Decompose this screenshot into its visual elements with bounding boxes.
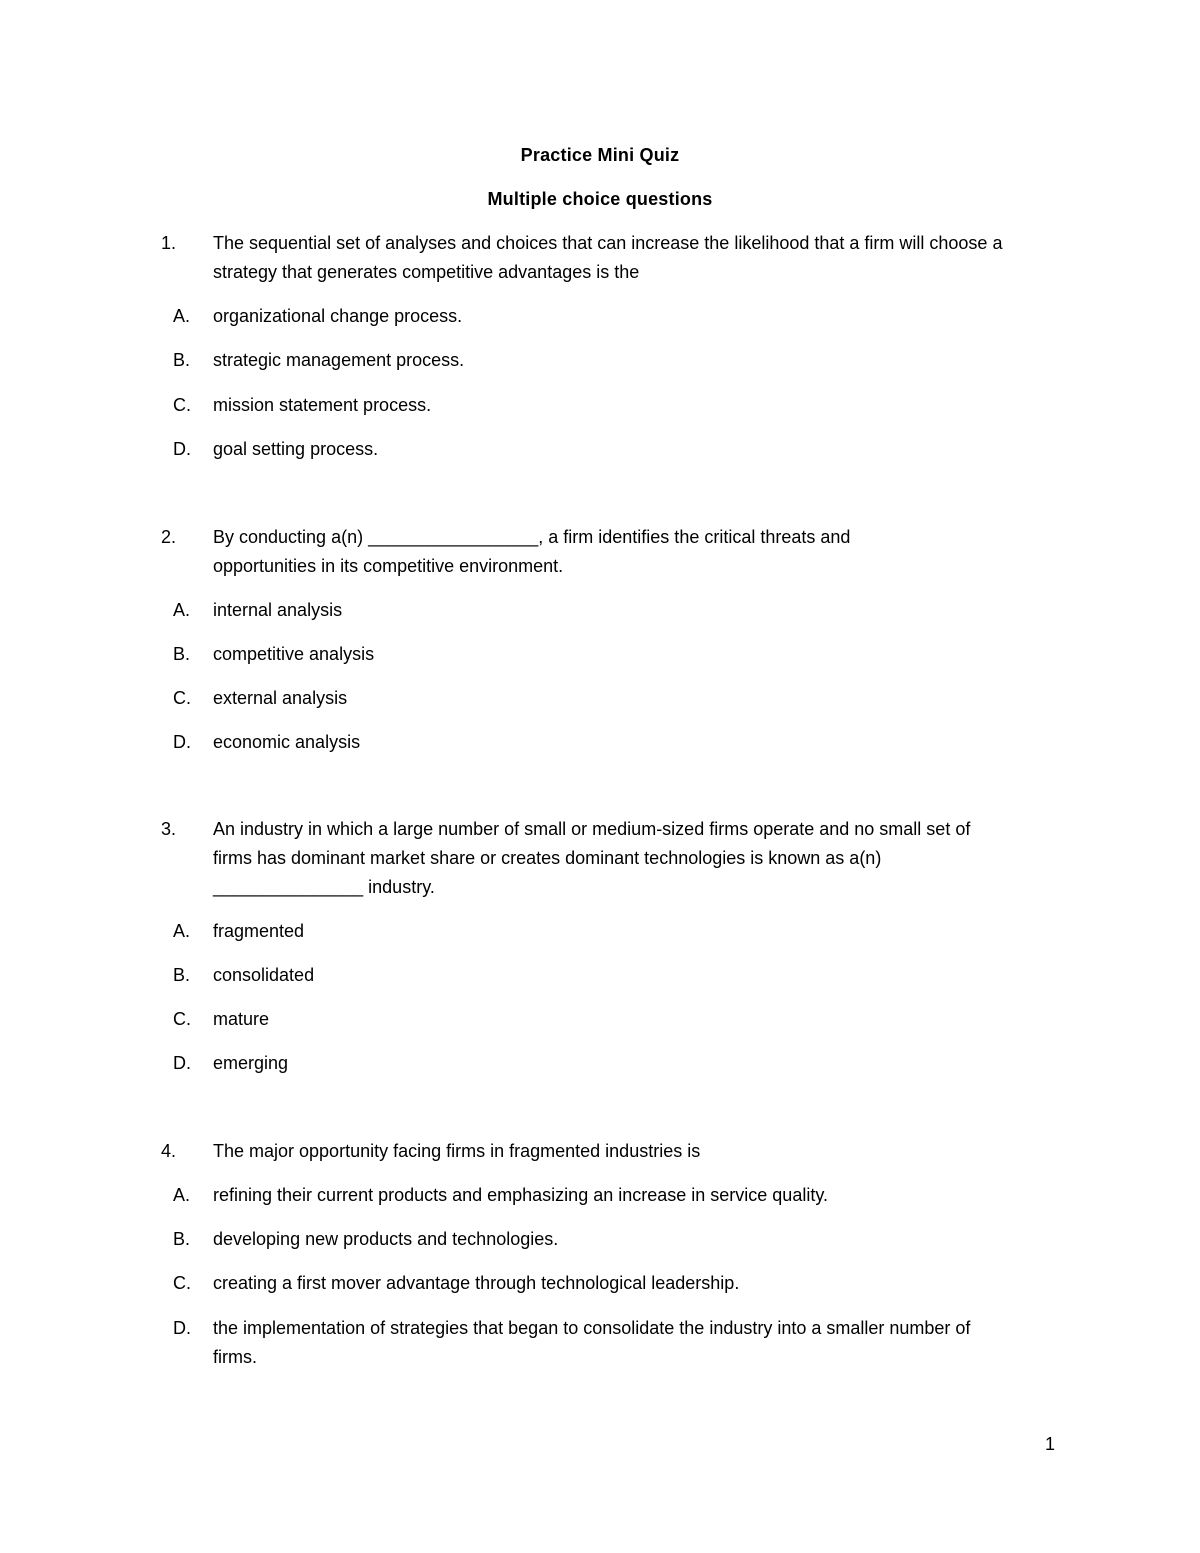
- option-text: creating a first mover advantage through technological leadership.: [213, 1273, 740, 1293]
- option-letter: D.: [173, 439, 191, 459]
- question-number: 3.: [161, 819, 177, 839]
- option-text: mature: [213, 1009, 270, 1029]
- option-letter: C.: [173, 688, 191, 708]
- option-text: the implementation of strategies that began to consolidate the industry into a smaller number of firms.: [213, 1318, 971, 1367]
- option-text: internal analysis: [213, 600, 343, 620]
- option-letter: D.: [173, 732, 191, 752]
- option-text: external analysis: [213, 688, 348, 708]
- option-letter: A.: [173, 306, 191, 326]
- page-title: Practice Mini Quiz: [520, 145, 680, 165]
- option-letter: C.: [173, 1009, 191, 1029]
- page-number: 1: [1045, 1434, 1056, 1454]
- question-text: The sequential set of analyses and choices that can increase the likelihood that a firm will choose a strategy that generates competitive advantages is the: [213, 233, 1003, 282]
- option-letter: A.: [173, 1185, 191, 1205]
- option-text: competitive analysis: [213, 644, 375, 664]
- option-letter: C.: [173, 1273, 191, 1293]
- question-number: 1.: [161, 233, 177, 253]
- option-letter: A.: [173, 600, 191, 620]
- option-text: emerging: [213, 1053, 289, 1073]
- option-text: strategic management process.: [213, 350, 465, 370]
- question-text: The major opportunity facing firms in fragmented industries is: [213, 1141, 701, 1161]
- option-text: developing new products and technologies.: [213, 1229, 559, 1249]
- option-letter: B.: [173, 350, 191, 370]
- question-text: By conducting a(n) _________________, a firm identifies the critical threats and opportunities in its competitive environment.: [213, 527, 851, 576]
- option-letter: D.: [173, 1318, 191, 1338]
- option-letter: B.: [173, 1229, 191, 1249]
- option-text: organizational change process.: [213, 306, 463, 326]
- question-text: An industry in which a large number of small or medium-sized firms operate and no small set of firms has dominant market share or creates dominant technologies is known as a(n) _______________ industry.: [213, 819, 971, 897]
- option-text: mission statement process.: [213, 395, 432, 415]
- question-number: 4.: [161, 1141, 177, 1161]
- option-letter: C.: [173, 395, 191, 415]
- option-text: goal setting process.: [213, 439, 379, 459]
- page-subtitle: Multiple choice questions: [487, 189, 713, 209]
- option-text: consolidated: [213, 965, 315, 985]
- option-text: economic analysis: [213, 732, 361, 752]
- option-letter: B.: [173, 965, 191, 985]
- option-letter: D.: [173, 1053, 191, 1073]
- option-letter: B.: [173, 644, 191, 664]
- option-text: fragmented: [213, 921, 305, 941]
- question-number: 2.: [161, 527, 177, 547]
- option-letter: A.: [173, 921, 191, 941]
- option-text: refining their current products and emphasizing an increase in service quality.: [213, 1185, 828, 1205]
